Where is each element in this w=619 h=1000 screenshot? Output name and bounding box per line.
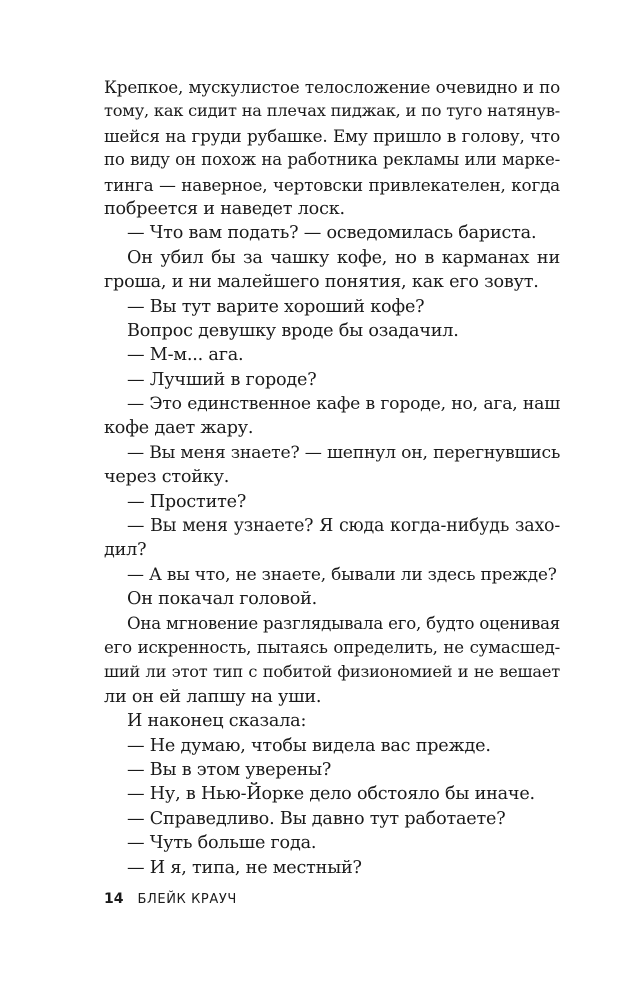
text-line: побреется и наведет лоск. <box>104 198 345 219</box>
body-text <box>104 75 560 880</box>
text-line: — Простите? <box>127 491 247 512</box>
text-line: — Справедливо. Вы давно тут работаете? <box>127 808 506 829</box>
text-line: — И я, типа, не местный? <box>127 857 362 878</box>
text-line: — Вы меня узнаете? Я сюда когда-нибудь захо- <box>127 516 560 537</box>
text-line: через стойку. <box>104 467 230 488</box>
text-line: — А вы что, не знаете, бывали ли здесь прежде? <box>127 564 557 585</box>
text-line: — Чуть больше года. <box>127 833 317 854</box>
text-line: — Не думаю, чтобы видела вас прежде. <box>127 735 491 756</box>
text-line: шейся на груди рубашке. Ему пришло в голову, что <box>104 125 560 146</box>
page-footer <box>104 891 237 911</box>
text-line: тинга — наверное, чертовски привлекателен, когда <box>104 174 560 195</box>
text-line: дил? <box>104 540 147 561</box>
text-line: — Вы в этом уверены? <box>127 759 332 780</box>
text-line: — Лучший в городе? <box>127 369 317 390</box>
text-line: ший ли этот тип с побитой физиономией и не вешает <box>104 662 560 682</box>
text-line: его искренность, пытаясь определить, не сумасшед- <box>104 637 560 657</box>
text-line: И наконец сказала: <box>127 711 307 732</box>
text-line: гроша, и ни малейшего понятия, как его зовут. <box>104 272 539 293</box>
text-line: тому, как сидит на плечах пиджак, и по туго натянув- <box>104 101 560 121</box>
text-line: — Ну, в Нью-Йорке дело обстояло бы иначе. <box>127 784 535 805</box>
text-line: Он убил бы за чашку кофе, но в карманах ни <box>127 247 560 268</box>
text-line: Он покачал головой. <box>127 589 318 610</box>
text-line: — М-м... ага. <box>127 345 244 366</box>
text-line: — Что вам подать? — осведомилась бариста. <box>127 223 537 244</box>
running-head-author: БЛЕЙК КРАУЧ <box>137 892 237 907</box>
text-line: Крепкое, мускулистое телосложение очевидно и по <box>104 77 560 97</box>
page-number: 14 <box>104 891 124 907</box>
text-line: Она мгновение разглядывала его, будто оценивая <box>127 613 561 633</box>
text-line: — Вы тут варите хороший кофе? <box>127 296 425 317</box>
text-line: по виду он похож на работника рекламы или марке- <box>104 150 560 170</box>
text-line: Вопрос девушку вроде бы озадачил. <box>127 320 459 341</box>
text-line: — Вы меня знаете? — шепнул он, перегнувшись <box>127 442 561 463</box>
text-line: — Это единственное кафе в городе, но, ага, наш <box>127 394 560 415</box>
text-line: кофе дает жару. <box>104 418 254 439</box>
text-line: ли он ей лапшу на уши. <box>104 686 322 707</box>
